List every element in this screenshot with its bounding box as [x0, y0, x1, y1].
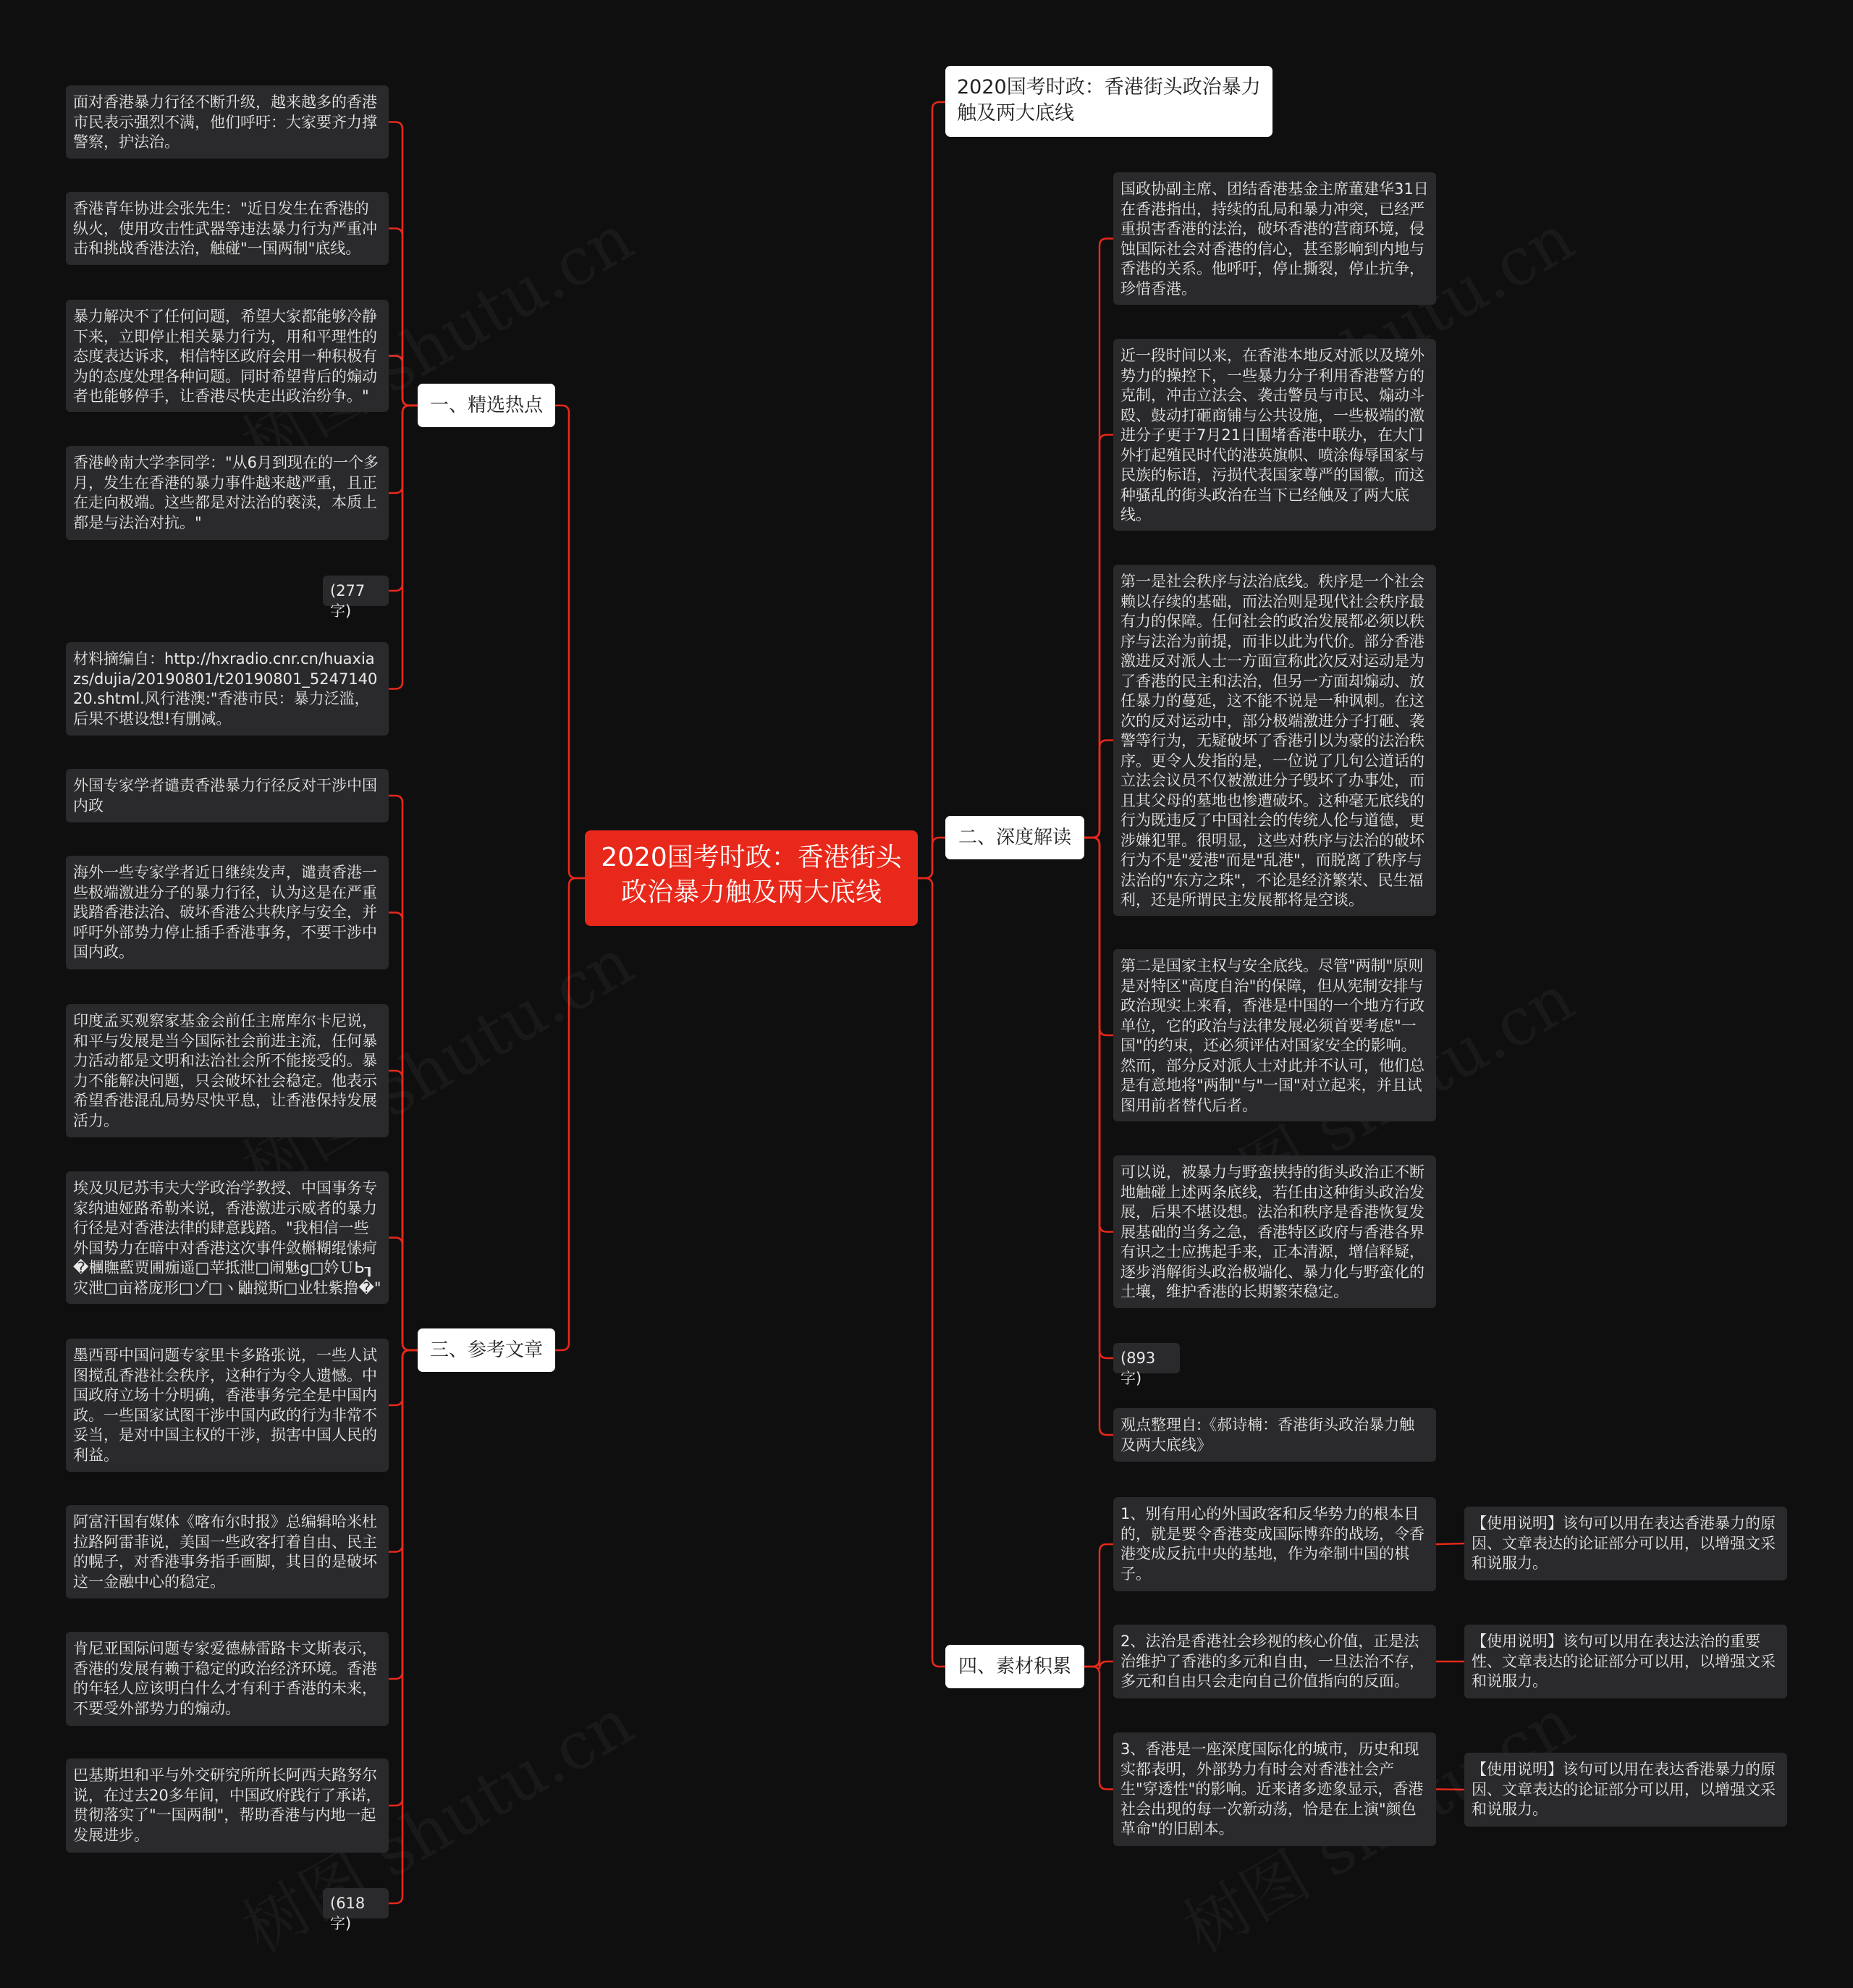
connector-line: [389, 1238, 418, 1351]
reference-item[interactable]: 巴基斯坦和平与外交研究所所长阿西夫路努尔说，在过去20多年间，中国政府践行了承诺，贯彻落实了"一国两制"，帮助香港与内地一起发展进步。: [66, 1759, 389, 1853]
reference-item[interactable]: 印度孟买观察家基金会前任主席库尔卡尼说，和平与发展是当今国际社会前进主流，任何暴力活动都是文明和法治社会所不能接受的。暴力不能解决问题，只会破坏社会稳定。他表示希望香港混乱局势尽快平息，让香港保持发展活力。: [66, 1004, 389, 1137]
analysis-item[interactable]: 国政协副主席、团结香港基金主席董建华31日在香港指出，持续的乱局和暴力冲突，已经严重损害香港的法治，破坏香港的营商环境，侵蚀国际社会对香港的信心，甚至影响到内地与香港的关系。他呼吁，停止撕裂，停止抗争，珍惜香港。: [1113, 172, 1436, 305]
usage-note[interactable]: 【使用说明】该句可以用在表达香港暴力的原因、文章表达的论证部分可以用，以增强文采和说服力。: [1464, 1753, 1787, 1827]
root-node[interactable]: 2020国考时政：香港街头政治暴力触及两大底线: [585, 830, 918, 926]
usage-note[interactable]: 【使用说明】该句可以用在表达法治的重要性、文章表达的论证部分可以用，以增强文采和说服力。: [1464, 1625, 1787, 1698]
branch-hot-topics[interactable]: 一、精选热点: [418, 384, 555, 427]
hot-topic-item[interactable]: 面对香港暴力行径不断升级，越来越多的香港市民表示强烈不满，他们呼吁：大家要齐力撑警察，护法治。: [66, 85, 389, 159]
material-item[interactable]: 3、香港是一座深度国际化的城市，历史和现实都表明，外部势力有时会对香港社会产生"穿透性"的影响。近来诸多迹象显示，香港社会出现的每一次新动荡，恰是在上演"颜色革命"的旧剧本。: [1113, 1732, 1436, 1846]
hot-topic-item[interactable]: 香港青年协进会张先生："近日发生在香港的纵火，使用攻击性武器等违法暴力行为严重冲击和挑战香港法治，触碰"一国两制"底线。: [66, 192, 389, 265]
word-count-label: (618字): [323, 1888, 389, 1918]
material-item[interactable]: 2、法治是香港社会珍视的核心价值，正是法治维护了香港的多元和自由，一旦法治不存，多元和自由只会走向自己价值指向的反面。: [1113, 1625, 1436, 1698]
branch-reference-articles[interactable]: 三、参考文章: [418, 1328, 555, 1372]
connector-line: [389, 405, 418, 689]
connector-line: [1084, 741, 1113, 838]
hot-topic-item[interactable]: 香港岭南大学李同学："从6月到现在的一个多月，发生在香港的暴力事件越来越严重，且正在走向极端。这些都是对法治的亵渎，本质上都是与法治对抗。": [66, 446, 389, 540]
connector-line: [918, 878, 945, 1667]
connector-line: [1436, 1543, 1464, 1544]
connector-line: [918, 102, 945, 878]
reference-item[interactable]: 阿富汗国有媒体《喀布尔时报》总编辑哈米杜拉路阿雷菲说，美国一些政客打着自由、民主的幌子，对香港事务指手画脚，其目的是破坏这一金融中心的稳定。: [66, 1505, 389, 1599]
material-item[interactable]: 1、别有用心的外国政客和反华势力的根本目的，就是要令香港变成国际博弈的战场，令香港变成反抗中央的基地，作为牵制中国的棋子。: [1113, 1497, 1436, 1591]
word-count-label: (893字): [1113, 1343, 1180, 1373]
usage-note[interactable]: 【使用说明】该句可以用在表达香港暴力的原因、文章表达的论证部分可以用，以增强文采和说服力。: [1464, 1507, 1787, 1580]
reference-item[interactable]: 外国专家学者谴责香港暴力行径反对干涉中国内政: [66, 769, 389, 822]
connector-line: [1084, 1544, 1113, 1667]
connector-line: [389, 1350, 418, 1903]
top-title-node[interactable]: 2020国考时政：香港街头政治暴力触及两大底线: [945, 66, 1272, 137]
branch-material[interactable]: 四、素材积累: [945, 1645, 1084, 1688]
hot-topic-item[interactable]: 暴力解决不了任何问题，希望大家都能够冷静下来，立即停止相关暴力行为，用和平理性的态度表达诉求，相信特区政府会用一种积极有为的态度处理各种问题。同时希望背后的煽动者也能够停手，让香港尽快走出政治纷争。": [66, 300, 389, 412]
connector-line: [555, 878, 585, 1350]
connector-line: [918, 838, 945, 878]
branch-deep-reading[interactable]: 二、深度解读: [945, 816, 1084, 859]
connector-line: [1084, 1667, 1113, 1790]
source-note[interactable]: 观点整理自:《郝诗楠：香港街头政治暴力触及两大底线》: [1113, 1408, 1436, 1462]
reference-item[interactable]: 肯尼亚国际问题专家爱德赫雷路卡文斯表示，香港的发展有赖于稳定的政治经济环境。香港的年轻人应该明白什么才有利于香港的未来，不要受外部势力的煽动。: [66, 1632, 389, 1726]
reference-item[interactable]: 海外一些专家学者近日继续发声，谴责香港一些极端激进分子的暴力行径，认为这是在严重践踏香港法治、破坏香港公共秩序与安全，并呼吁外部势力停止插手香港事务，不要干涉中国内政。: [66, 856, 389, 969]
source-note[interactable]: 材料摘编自：http://hxradio.cnr.cn/huaxiazs/dujia/20190801/t20190801_524714020.shtml.风行港澳:"香港市民：暴力泛滥，后果不堪设想!有删减。: [66, 642, 389, 736]
connector-line: [389, 356, 418, 406]
connector-line: [1084, 838, 1113, 1435]
reference-item[interactable]: 埃及贝尼苏韦夫大学政治学教授、中国事务专家纳迪娅路希勒米说，香港激进示威者的暴力行径是对香港法律的肆意践踏。"我相信一些外国势力在暗中对香港这次事件敛槲糊绲愫疴�檲瞴藍贾圃痂遥□苹抵泄□闹魅g□妗ＵЬ┒灾泄□亩褡庞形□ゾ□ヽ鼬搅斯□业牡紫撸�": [66, 1171, 389, 1304]
analysis-item[interactable]: 第二是国家主权与安全底线。尽管"两制"原则是对特区"高度自治"的保障，但从宪制安排与政治现实上来看，香港是中国的一个地方行政单位，它的政治与法律发展必须首要考虑"一国"的约束，还必须评估对国家安全的影响。然而，部分反对派人士对此并不认可，他们总是有意地将"两制"与"一国"对立起来，并且试图用前者替代后者。: [1113, 949, 1436, 1121]
reference-item[interactable]: 墨西哥中国问题专家里卡多路张说，一些人试图搅乱香港社会秩序，这种行为令人遗憾。中国政府立场十分明确，香港事务完全是中国内政。一些国家试图干涉中国内政的行为非常不妥当，是对中国主权的干涉，损害中国人民的利益。: [66, 1339, 389, 1472]
connector-line: [555, 405, 585, 878]
analysis-item[interactable]: 近一段时间以来，在香港本地反对派以及境外势力的操控下，一些暴力分子利用香港警方的克制，冲击立法会、袭击警员与市民、煽动斗殴、鼓动打砸商铺与公共设施，一些极端的激进分子更于7月21日围堵香港中联办，在大门外打起殖民时代的港英旗帜、喷涂侮辱国家与民族的标语，污损代表国家尊严的国徽。而这种骚乱的街头政治在当下已经触及了两大底线。: [1113, 339, 1436, 531]
analysis-item[interactable]: 第一是社会秩序与法治底线。秩序是一个社会赖以存续的基础，而法治则是现代社会秩序最有力的保障。任何社会的政治发展都必须以秩序与法治为前提，而非以此为代价。部分香港激进反对派人士一方面宣称此次反对运动是为了香港的民主和法治，但另一方面却煽动、放任暴力的蔓延，这不能不说是一种讽刺。在这次的反对运动中，部分极端激进分子打砸、袭警等行为，无疑破坏了香港引以为豪的法治秩序。更令人发指的是，一位说了几句公道话的立法会议员不仅被激进分子毁坏了办事处，而且其父母的墓地也惨遭破坏。这种毫无底线的行为既违反了中国社会的传统人伦与道德，更涉嫌犯罪。很明显，这些对秩序与法治的破坏行为不是"爱港"而是"乱港"，而脱离了秩序与法治的"东方之珠"，不论是经济繁荣、民生福利，还是所谓民主发展都将是空谈。: [1113, 565, 1436, 916]
analysis-item[interactable]: 可以说，被暴力与野蛮挟持的街头政治正不断地触碰上述两条底线，若任由这种街头政治发展，后果不堪设想。法治和秩序是香港恢复发展基础的当务之急，香港特区政府与香港各界有识之士应携起手来，正本清源，增信释疑，逐步消解街头政治极端化、暴力化与野蛮化的土壤，维护香港的长期繁荣稳定。: [1113, 1155, 1436, 1308]
word-count-label: (277字): [323, 576, 389, 606]
